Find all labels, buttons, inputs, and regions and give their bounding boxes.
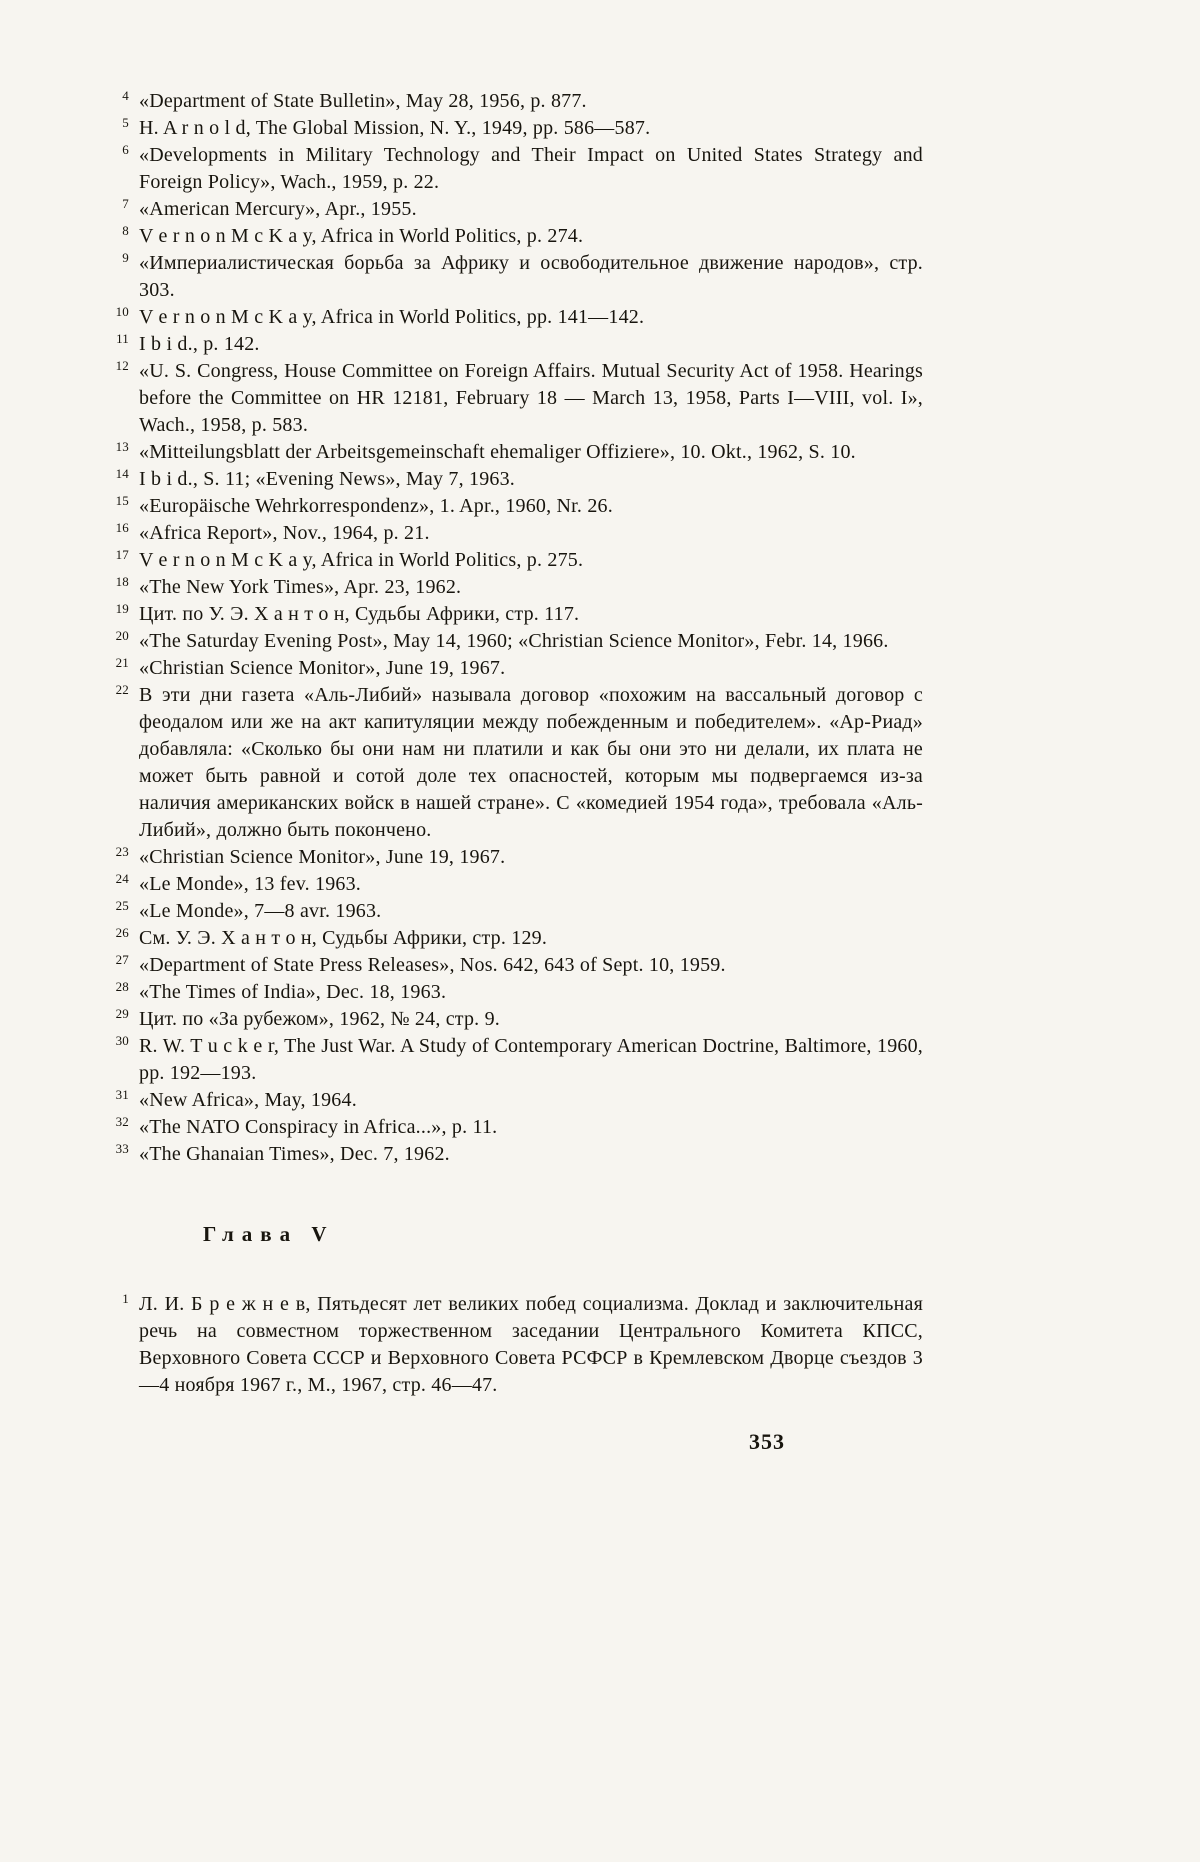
text-block: [103, 88, 923, 1455]
footnote-text: «The Times of India», Dec. 18, 1963.: [139, 981, 447, 1003]
footnote-text: V e r n o n M c K a y, Africa in World Politics, p. 275.: [139, 549, 584, 571]
footnote-text: «The Ghanaian Times», Dec. 7, 1962.: [139, 1143, 450, 1165]
footnote: [103, 331, 923, 358]
footnote-number: 10: [115, 304, 129, 319]
chapter5-footnotes: [103, 1291, 923, 1399]
footnote-number: 26: [115, 925, 129, 940]
footnote-text: См. У. Э. Х а н т о н, Судьбы Африки, стр. 129.: [139, 927, 548, 949]
footnote-number: 24: [115, 871, 129, 886]
footnote-text: «Империалистическая борьба за Африку и освободительное движение народов», стр. 303.: [139, 252, 923, 301]
footnote-number: 17: [115, 547, 129, 562]
footnote-text: «Mitteilungsblatt der Arbeitsgemeinschaft ehemaliger Offiziere», 10. Okt., 1962, S. 10.: [139, 441, 856, 463]
footnote: [103, 547, 923, 574]
footnote: [103, 304, 923, 331]
footnote-text: «U. S. Congress, House Committee on Foreign Affairs. Mutual Security Act of 1958. Hearings before the Committee on HR 12181, February 18 — March 13, 1958, Parts I—VIII, vol. I», Wach., 1958, p. 583.: [139, 360, 923, 436]
footnote-number: 25: [115, 898, 129, 913]
footnote-text: «New Africa», May, 1964.: [139, 1089, 357, 1111]
footnote-number: 29: [115, 1006, 129, 1021]
footnote-number: 28: [115, 979, 129, 994]
footnote-text: «The NATO Conspiracy in Africa...», p. 11.: [139, 1116, 498, 1138]
footnote: [103, 601, 923, 628]
footnote-text: «The New York Times», Apr. 23, 1962.: [139, 576, 462, 598]
footnote: [103, 1291, 923, 1399]
footnote-text: «Developments in Military Technology and Their Impact on United States Strategy and Foreign Policy», Wach., 1959, p. 22.: [139, 144, 923, 193]
footnote: [103, 466, 923, 493]
footnote: [103, 682, 923, 844]
footnote-number: 5: [122, 115, 129, 130]
footnote-number: 33: [115, 1141, 129, 1156]
footnote-text: «Le Monde», 13 fev. 1963.: [139, 873, 361, 895]
footnote-number: 22: [115, 682, 129, 697]
footnote-number: 18: [115, 574, 129, 589]
footnote-text: Л. И. Б р е ж н е в, Пятьдесят лет великих побед социализма. Доклад и заключительная речь на совместном торжественном заседании Центрального Комитета КПСС, Верховного Совета СССР и Верховного Совета РСФСР в Кремлевском Дворце съездов 3—4 ноября 1967 г., М., 1967, стр. 46—47.: [139, 1293, 923, 1396]
footnote: [103, 520, 923, 547]
page-number: 353: [749, 1429, 785, 1454]
footnote: [103, 628, 923, 655]
footnote-number: 15: [115, 493, 129, 508]
footnote-number: 16: [115, 520, 129, 535]
footnote-text: «Department of State Bulletin», May 28, 1956, p. 877.: [139, 90, 587, 112]
footnote-number: 1: [122, 1291, 129, 1306]
footnote-text: В эти дни газета «Аль-Либий» называла договор «похожим на вассальный договор с феодалом или же на акт капитуляции между побежденным и победителем». «Ар-Риад» добавляла: «Сколько бы они нам ни платили и как бы они это ни делали, их плата не может быть равной и сотой доле тех опасностей, которым мы подвергаемся из-за наличия американских войск в нашей стране». С «комедией 1954 года», требовала «Аль-Либий», должно быть покончено.: [139, 684, 923, 841]
footnote-text: «Europäische Wehrkorrespondenz», 1. Apr., 1960, Nr. 26.: [139, 495, 613, 517]
footnote-number: 8: [122, 223, 129, 238]
footnote-text: «Christian Science Monitor», June 19, 1967.: [139, 846, 506, 868]
footnote-number: 14: [115, 466, 129, 481]
footnote: [103, 493, 923, 520]
footnote-text: H. A r n o l d, The Global Mission, N. Y., 1949, pp. 586—587.: [139, 117, 651, 139]
footnote-number: 31: [115, 1087, 129, 1102]
chapter4-footnotes: [103, 88, 923, 1168]
footnote: [103, 88, 923, 115]
chapter-heading: Глава V: [203, 1222, 335, 1246]
footnote-number: 30: [115, 1033, 129, 1048]
footnote: [103, 115, 923, 142]
footnote-text: «American Mercury», Apr., 1955.: [139, 198, 417, 220]
footnote-number: 21: [115, 655, 129, 670]
footnote: [103, 250, 923, 304]
footnote: [103, 1006, 923, 1033]
footnote: [103, 358, 923, 439]
footnote: [103, 196, 923, 223]
footnote-text: «Africa Report», Nov., 1964, p. 21.: [139, 522, 430, 544]
footnote: [103, 1087, 923, 1114]
footnote: [103, 952, 923, 979]
footnote-text: I b i d., S. 11; «Evening News», May 7, 1963.: [139, 468, 516, 490]
footnote: [103, 979, 923, 1006]
footnote-text: «Department of State Press Releases», Nos. 642, 643 of Sept. 10, 1959.: [139, 954, 726, 976]
footnote: [103, 871, 923, 898]
footnote-number: 4: [122, 88, 129, 103]
footnote: [103, 574, 923, 601]
footnote-text: R. W. T u c k e r, The Just War. A Study of Contemporary American Doctrine, Baltimore, 1960, pp. 192—193.: [139, 1035, 923, 1084]
footnote: [103, 439, 923, 466]
footnote-text: «The Saturday Evening Post», May 14, 1960; «Christian Science Monitor», Febr. 14, 1966.: [139, 630, 889, 652]
footnote-number: 6: [122, 142, 129, 157]
footnote-text: «Le Monde», 7—8 avr. 1963.: [139, 900, 382, 922]
footnote: [103, 655, 923, 682]
footnote-number: 20: [115, 628, 129, 643]
footnote-text: «Christian Science Monitor», June 19, 1967.: [139, 657, 506, 679]
footnote: [103, 898, 923, 925]
footnote-number: 13: [115, 439, 129, 454]
footnote: [103, 925, 923, 952]
footnote-number: 23: [115, 844, 129, 859]
footnote-text: I b i d., p. 142.: [139, 333, 260, 355]
footnote-text: Цит. по «За рубежом», 1962, № 24, стр. 9.: [139, 1008, 500, 1030]
footnote: [103, 1033, 923, 1087]
footnote-text: V e r n o n M c K a y, Africa in World Politics, pp. 141—142.: [139, 306, 645, 328]
footnote-text: V e r n o n M c K a y, Africa in World Politics, p. 274.: [139, 225, 584, 247]
footnote: [103, 1114, 923, 1141]
footnote: [103, 223, 923, 250]
footnote-number: 12: [115, 358, 129, 373]
footnote: [103, 142, 923, 196]
footnote-text: Цит. по У. Э. Х а н т о н, Судьбы Африки, стр. 117.: [139, 603, 580, 625]
footnote-number: 27: [115, 952, 129, 967]
footnote-number: 7: [122, 196, 129, 211]
footnote: [103, 1141, 923, 1168]
footnote-number: 9: [122, 250, 129, 265]
footnote-number: 32: [115, 1114, 129, 1129]
footnote: [103, 844, 923, 871]
footnote-number: 11: [116, 331, 129, 346]
footnote-number: 19: [115, 601, 129, 616]
